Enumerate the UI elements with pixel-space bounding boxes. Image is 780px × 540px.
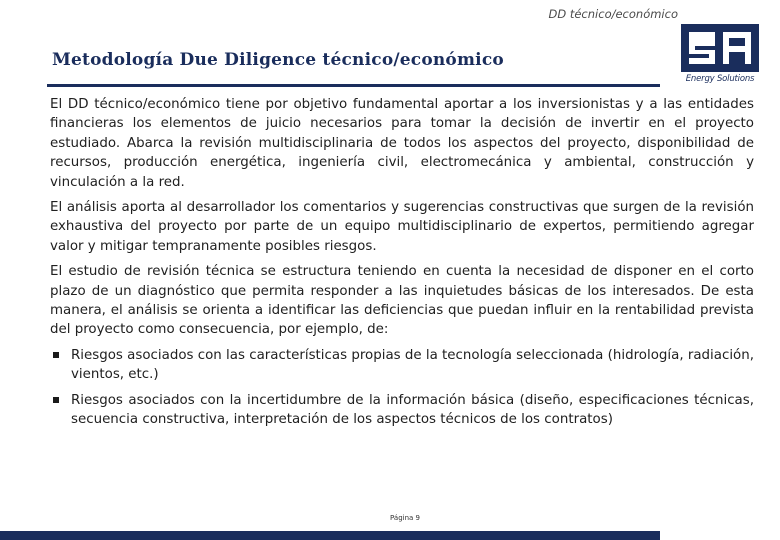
title-underline xyxy=(47,84,660,87)
company-logo xyxy=(681,24,759,94)
paragraph-analysis: El análisis aporta al desarrollador los comentarios y sugerencias constructivas que surgen de la revisión exhaustiva del proyecto por parte de un equipo multidisciplinario de expertos, permitiendo agregar valor y mitigar tempranamente posibles riesgos. xyxy=(50,200,754,254)
page-number: Página 9 xyxy=(390,514,420,522)
paragraph-objective: El DD técnico/económico tiene por objetivo fundamental aportar a los inversionistas y a las entidades financieras los elementos de juicio necesarios para tomar la decisión de invertir en el proyecto estudiado. Abarca la revisión multidisciplinaria de todos los aspectos del proyecto, disponibilidad de recursos, producción energética, ingeniería civil, electromecánica y ambiental, construcción y vinculación a la red. xyxy=(50,97,754,190)
logo-caption: Energy Solutions xyxy=(685,74,755,84)
footer-bar xyxy=(0,531,660,540)
square-bullet-icon xyxy=(53,352,59,358)
ba-logo-mark xyxy=(681,24,759,72)
list-item xyxy=(50,346,754,385)
running-header: DD técnico/económico xyxy=(548,7,678,21)
list-item-text: Riesgos asociados con la incertidumbre de la información básica (diseño, especificaciones técnicas, secuencia constructiva, interpretación de los aspectos técnicos de los contratos) xyxy=(71,392,754,428)
list-item xyxy=(50,391,754,430)
square-bullet-icon xyxy=(53,397,59,403)
body-content xyxy=(50,95,754,436)
list-item-text: Riesgos asociados con las características propias de la tecnología seleccionada (hidrología, radiación, vientos, etc.) xyxy=(71,347,754,383)
risk-list xyxy=(50,346,754,430)
page-title: Metodología Due Diligence técnico/económico xyxy=(52,50,504,70)
paragraph-structure: El estudio de revisión técnica se estructura teniendo en cuenta la necesidad de disponer en el corto plazo de un diagnóstico que permita responder a las inquietudes básicas de los interesados. De esta manera, el análisis se orienta a identificar las deficiencias que puedan influir en la rentabilidad prevista del proyecto como consecuencia, por ejemplo, de: xyxy=(50,264,754,338)
